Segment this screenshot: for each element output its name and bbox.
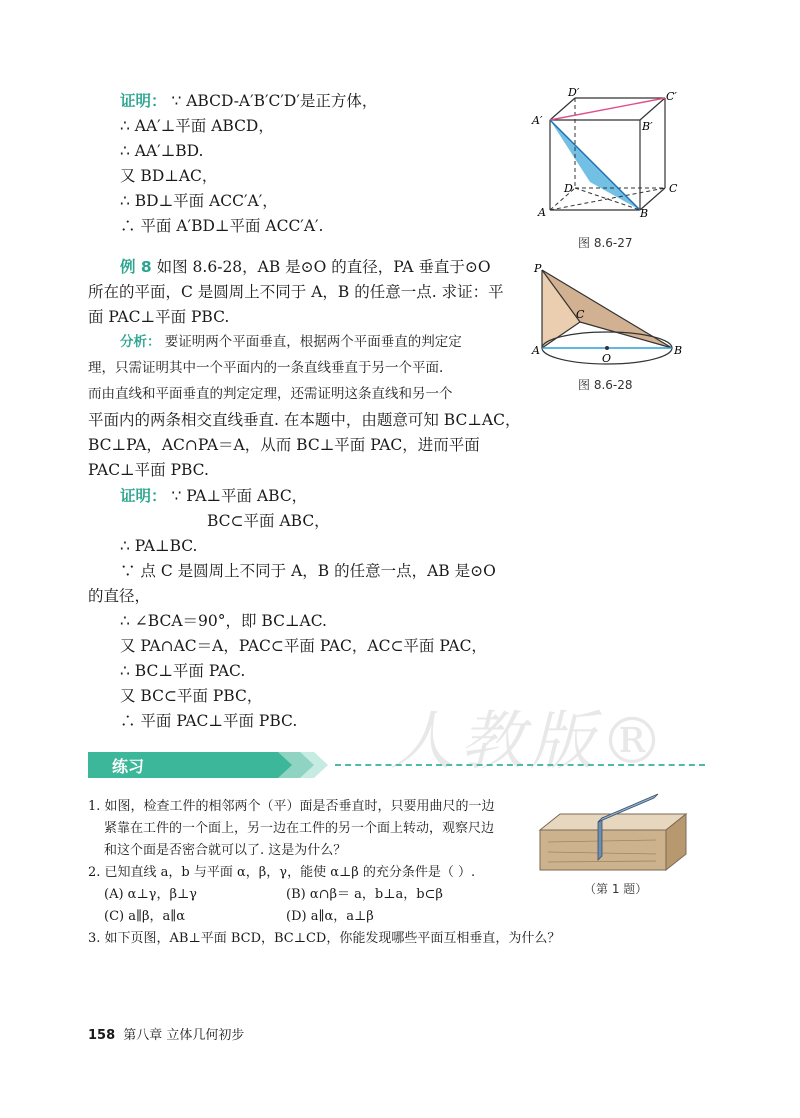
analysis-line3: 而由直线和平面垂直的判定定理，还需证明这条直线和另一个	[88, 386, 453, 402]
q2-option-c: (C) a∥β，a∥α	[104, 909, 186, 924]
q2-option-b: (B) α∩β＝ a，b⊥a，b⊂β	[286, 887, 443, 902]
proof-label: 证明：	[120, 92, 167, 110]
proof2-line2: BC⊂平面 ABC，	[207, 512, 330, 530]
question-caption: （第 1 题）	[584, 882, 648, 896]
q1-line2: 紧靠在工件的一个面上，另一边在工件的另一个面上转动，观察尺边	[104, 821, 495, 836]
proof-label-2: 证明：	[120, 487, 167, 505]
analysis-line2: 理，只需证明其中一个平面内的一条直线垂直于另一个平面.	[88, 360, 444, 376]
proof2-line4: ∵ 点 C 是圆周上不同于 A，B 的任意一点，AB 是⊙O	[120, 562, 496, 580]
label-a: A	[538, 206, 546, 218]
q3-line1: 3. 如下页图，AB⊥平面 BCD，BC⊥CD，你能发现哪些平面互相垂直，为什么？	[88, 931, 561, 946]
figure-caption-2: 图 8.6-28	[578, 378, 633, 392]
proof1-line1: 证明： ∵ ABCD-A′B′C′D′是正方体，	[120, 92, 378, 110]
q1-line1: 1. 如图，检查工件的相邻两个（平）面是否垂直时，只要用曲尺的一边	[88, 799, 495, 814]
example-label: 例 8	[120, 258, 152, 276]
proof1-line3: ∴ AA′⊥BD.	[120, 142, 204, 160]
label-b1: B′	[642, 120, 653, 133]
chapter-title: 第八章 立体几何初步	[123, 1028, 245, 1043]
example-line1: 例 8 如图 8.6-28，AB 是⊙O 的直径，PA 垂直于⊙O	[120, 258, 491, 276]
proof2-line6: ∴ ∠BCA＝90°，即 BC⊥AC.	[120, 612, 327, 630]
proof1-line4: 又 BD⊥AC，	[120, 167, 218, 185]
cube-figure	[530, 88, 680, 218]
proof2-line9: 又 BC⊂平面 PBC，	[120, 687, 263, 705]
workpiece-figure	[536, 790, 692, 874]
label-b: B	[640, 207, 649, 218]
figure-caption: 图 8.6-27	[578, 236, 633, 250]
proof2-line8: ∴ BC⊥平面 PAC.	[120, 662, 246, 680]
proof2-line5: 的直径，	[88, 587, 151, 605]
analysis-line4: 平面内的两条相交直线垂直. 在本题中，由题意可知 BC⊥AC，	[88, 411, 521, 429]
label-c: C	[669, 182, 678, 195]
q2-option-d: (D) a∥α，a⊥β	[286, 909, 374, 924]
proof1-line2: ∴ AA′⊥平面 ABCD，	[120, 117, 274, 135]
label-c2: C	[576, 308, 585, 321]
page-number: 158	[88, 1028, 116, 1043]
label-d: D	[564, 182, 573, 195]
proof2-line3: ∴ PA⊥BC.	[120, 537, 198, 555]
diagonal-a1c1	[550, 98, 665, 120]
square-ruler	[598, 818, 602, 860]
example-line3: 面 PAC⊥平面 PBC.	[88, 308, 230, 326]
analysis-line6: PAC⊥平面 PBC.	[88, 461, 209, 479]
q2-option-a: (A) α⊥γ，β⊥γ	[104, 887, 197, 902]
label-d1: D′	[568, 88, 580, 99]
analysis-line5: BC⊥PA，AC∩PA＝A，从而 BC⊥平面 PAC，进而平面	[88, 436, 480, 454]
page-footer	[88, 1024, 244, 1043]
watermark: 人教版®	[390, 705, 670, 779]
label-p: P	[534, 262, 542, 275]
label-o: O	[602, 352, 612, 365]
q2-line1: 2. 已知直线 a，b 与平面 α，β，γ，能使 α⊥β 的充分条件是（ ）.	[88, 865, 476, 880]
practice-title: 练习	[112, 757, 145, 776]
label-c1: C′	[666, 90, 677, 103]
analysis-line1: 分析： 要证明两个平面垂直，根据两个平面垂直的判定定	[120, 334, 462, 350]
divider	[335, 764, 705, 766]
q1-line3: 和这个面是否密合就可以了. 这是为什么？	[104, 843, 347, 858]
proof2-line1: 证明： ∵ PA⊥平面 ABC，	[120, 487, 308, 505]
proof2-line7: 又 PA∩AC＝A，PAC⊂平面 PAC，AC⊂平面 PAC，	[120, 637, 487, 655]
example-line2: 所在的平面，C 是圆周上不同于 A，B 的任意一点. 求证：平	[88, 283, 504, 301]
label-a2: A	[532, 344, 540, 357]
circle-figure	[530, 262, 690, 372]
analysis-label: 分析：	[120, 334, 161, 350]
proof1-line5: ∴ BD⊥平面 ACC′A′，	[120, 192, 278, 210]
label-a1: A′	[532, 114, 543, 127]
label-b2: B	[674, 344, 683, 357]
proof2-line10: ∴ 平面 PAC⊥平面 PBC.	[120, 712, 298, 730]
proof1-line6: ∴ 平面 A′BD⊥平面 ACC′A′.	[120, 217, 324, 235]
